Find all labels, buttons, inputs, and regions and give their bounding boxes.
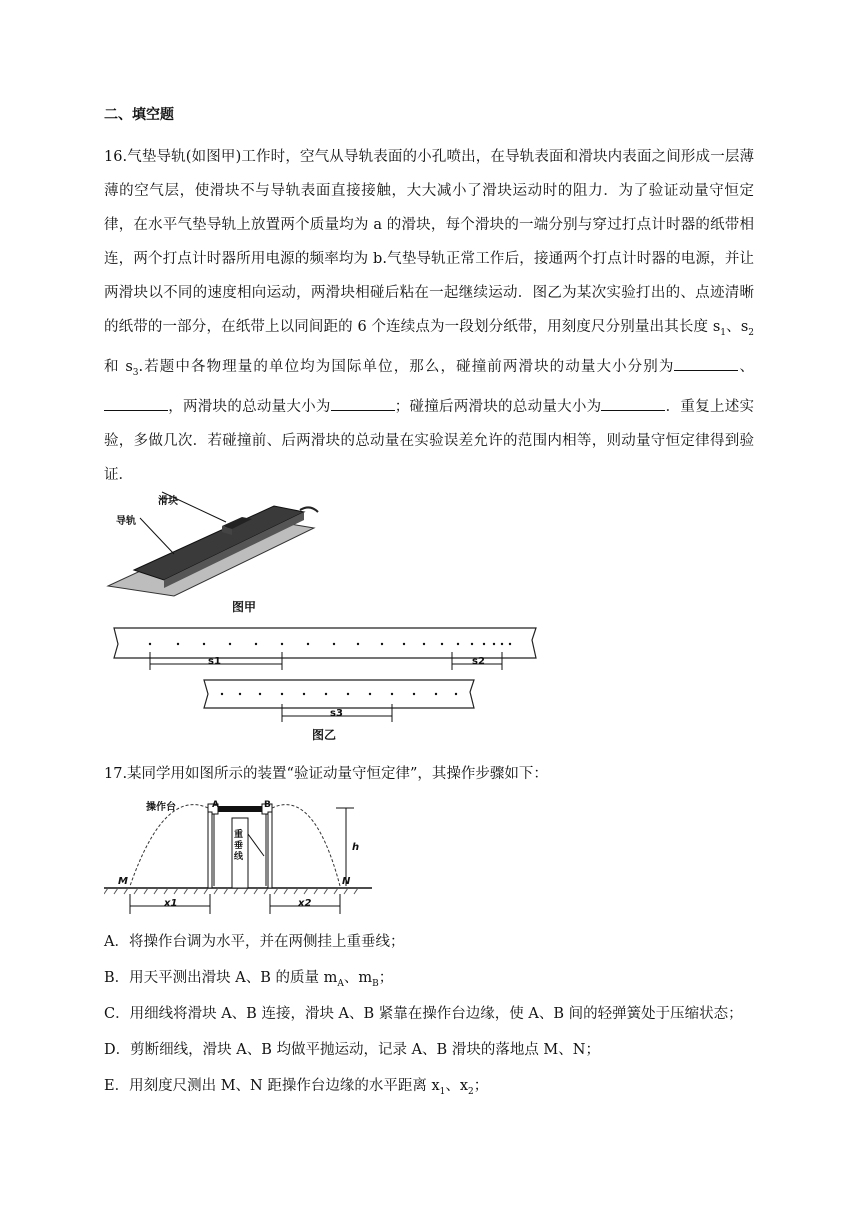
trajectory-a (130, 805, 208, 886)
air-track-drawing (104, 488, 324, 612)
step-b-sub-b: B (372, 978, 379, 989)
q16-text-5: ．重复上述实验，多做几次．若碰撞前、后两滑块的总动量在实验误差允许的范围内相等，则动量守恒定律得到验证． (104, 398, 754, 483)
table-leg-left (208, 812, 212, 888)
answer-blank-4[interactable] (601, 398, 665, 411)
label-n: N (342, 876, 351, 887)
q16-text-4: ；碰撞后两滑块的总动量大小为 (394, 398, 602, 415)
answer-blank-2[interactable] (104, 398, 168, 411)
caption-figure-a: 图甲 (232, 600, 257, 614)
paper-tape-2 (204, 680, 474, 708)
var-s3-sub: 3 (132, 367, 139, 378)
var-s2: s (740, 319, 749, 335)
step-b-text: B．用天平测出滑块 A、B 的质量 m (104, 970, 338, 986)
label-b: B (264, 800, 271, 810)
figure-projectile-apparatus (104, 794, 374, 918)
label-slider: 滑块 (158, 496, 178, 507)
plumb-pointer (248, 834, 264, 856)
table-leg-right (268, 812, 272, 888)
var-s2-sub: 2 (748, 327, 754, 338)
var-s1-sub: 1 (720, 327, 727, 338)
ground-hatching (104, 888, 358, 894)
step-e-sub-1: 1 (439, 1086, 446, 1097)
step-d: D．剪断细线，滑块 A、B 均做平抛运动，记录 A、B 滑块的落地点 M、N； (104, 1042, 600, 1058)
q16-and: 和 (104, 358, 126, 375)
answer-blank-1[interactable] (674, 358, 738, 371)
q16-text-2: .若题中各物理量的单位均为国际单位，那么，碰撞前两滑块的动量大小分别为 (138, 358, 675, 375)
step-e-mid: 、x (445, 1078, 469, 1094)
label-x2: x2 (298, 898, 312, 909)
step-e (104, 1074, 488, 1097)
step-b-sub-a: A (337, 978, 344, 989)
tape-label-s1: s1 (208, 656, 221, 667)
q16-text-1: 16.气垫导轨(如图甲)工作时，空气从导轨表面的小孔喷出，在导轨表面和滑块内表面之间形成一层薄薄的空气层，使滑块不与导轨表面直接接触，大大减小了滑块运动时的阻力．为了验证动量守恒定律，在水平气垫导轨上放置两个质量均为 a 的滑块，每个滑块的一端分别与穿过打点计时器的纸带相连，两个打点计时器所用电源的频率均为 b.气垫导轨正常工作后，接通两个打点计时器的电源，并让两滑块以不同的速度相向运动，两滑块相碰后粘在一起继续运动．图乙为某次实验打出的、点迹清晰的纸带的一部分，在纸带上以同间距的 6 个连续点为一段划分纸带，用刻度尺分别量出其长度 (104, 149, 754, 335)
q16-sep1: 、 (726, 319, 741, 335)
step-b-mid: 、m (343, 970, 373, 986)
label-table: 操作台 (146, 802, 176, 813)
q16-sep2: 、 (738, 358, 755, 375)
label-x1: x1 (164, 898, 178, 909)
step-e-text: E．用刻度尺测出 M、N 距操作台边缘的水平距离 x (104, 1078, 440, 1094)
q16-text-3: ，两滑块的总动量大小为 (168, 398, 331, 415)
label-a: A (212, 800, 219, 810)
step-a: A．将操作台调为水平，并在两侧挂上重垂线； (104, 934, 405, 950)
paper-tape-1 (114, 628, 536, 658)
rail-pointer-line (140, 518, 174, 554)
question-17-intro: 17.某同学用如图所示的装置“验证动量守恒定律”，其操作步骤如下： (104, 766, 548, 782)
answer-blank-3[interactable] (331, 398, 395, 411)
step-b-end: ； (378, 970, 394, 986)
step-b (104, 966, 393, 989)
var-s1: s (712, 319, 721, 335)
trajectory-b (272, 805, 340, 886)
label-plumb-line: 重垂线 (234, 830, 244, 862)
var-s3: s (125, 358, 133, 375)
step-c: C．用细线将滑块 A、B 连接，滑块 A、B 紧靠在操作台边缘，使 A、B 间的轻弹簧处于压缩状态； (104, 1006, 743, 1022)
label-rail: 导轨 (116, 516, 136, 527)
section-title: 二、填空题 (104, 107, 174, 123)
label-m: M (118, 876, 128, 887)
step-e-sub-2: 2 (468, 1086, 474, 1097)
step-e-end: ； (473, 1078, 489, 1094)
tape-label-s2: s2 (472, 656, 485, 667)
figure-air-track (104, 488, 324, 612)
caption-figure-b: 图乙 (312, 728, 337, 742)
tape-label-s3: s3 (330, 708, 343, 719)
label-h: h (352, 842, 360, 853)
question-16-text (104, 140, 754, 492)
